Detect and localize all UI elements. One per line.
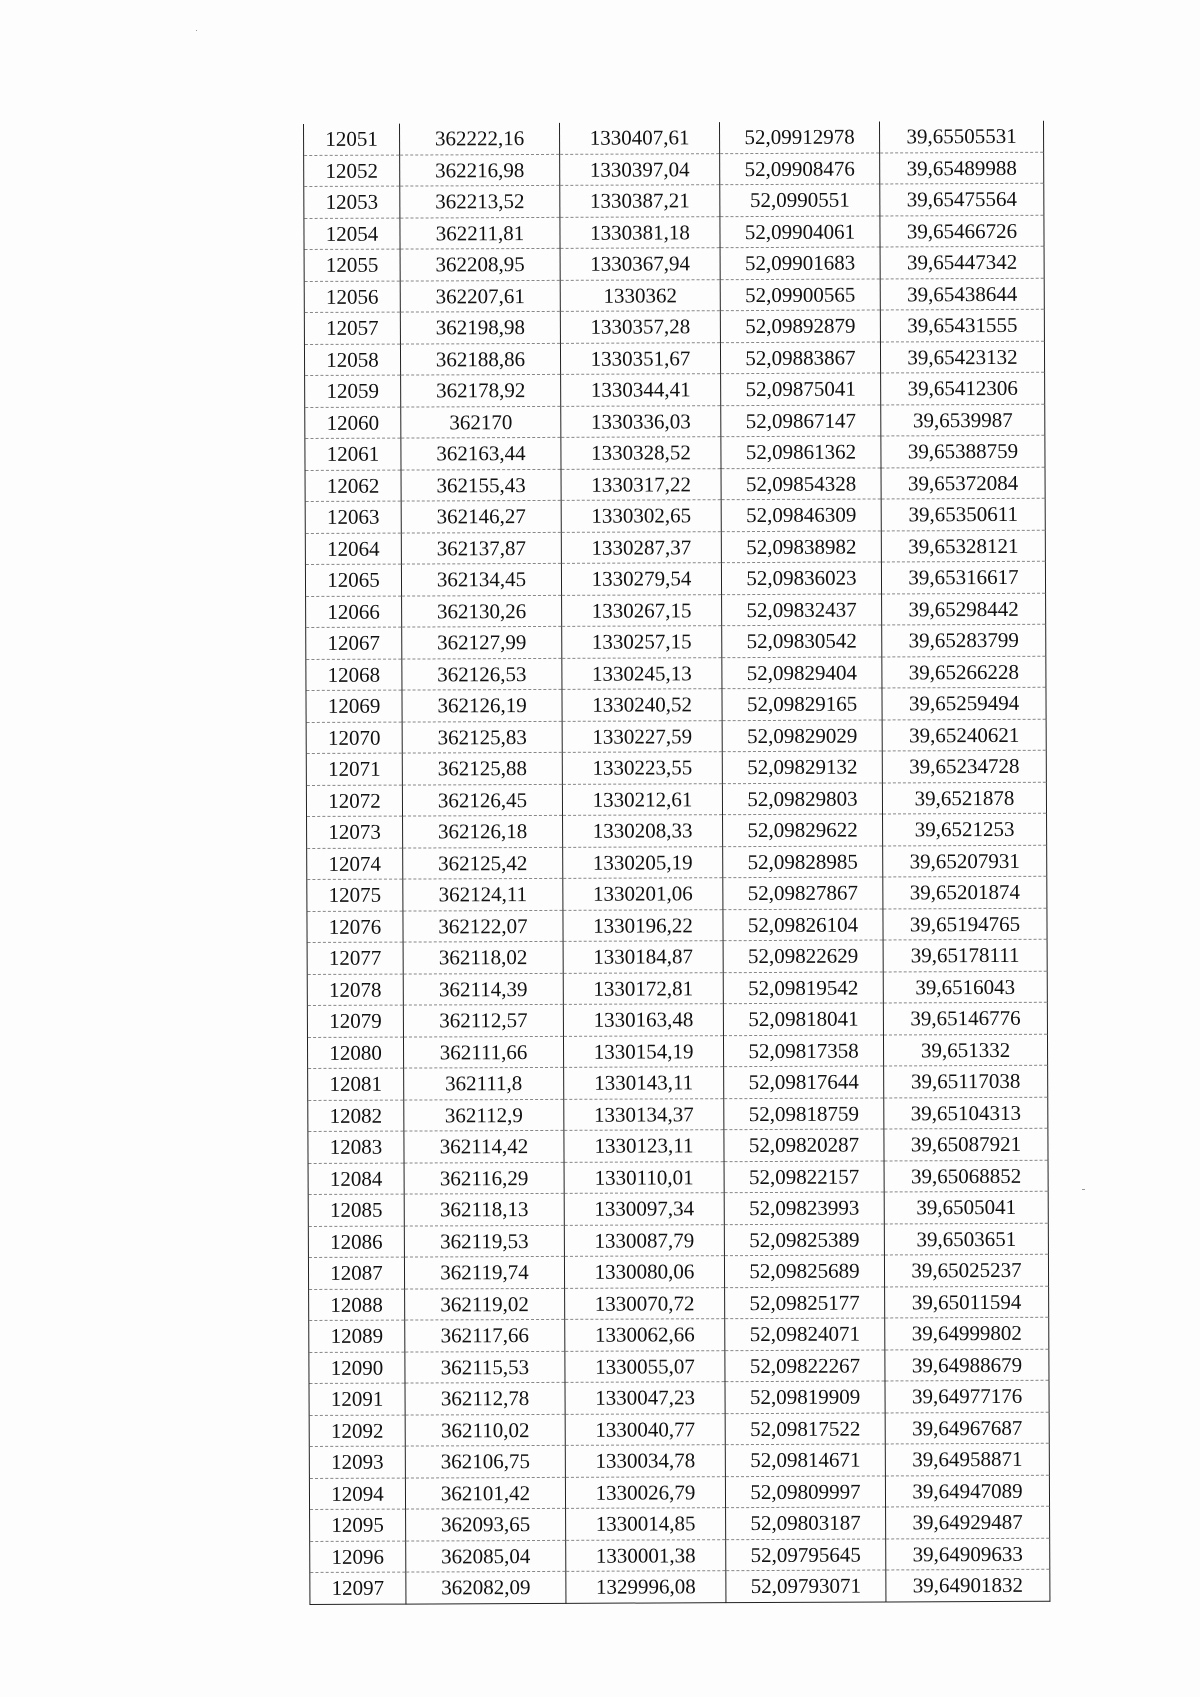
y-coordinate-cell: 1330143,11 (564, 1067, 724, 1099)
y-coordinate-cell: 1330212,61 (562, 783, 722, 815)
y-coordinate-cell: 1330223,55 (562, 752, 722, 784)
x-coordinate-cell: 362117,66 (405, 1319, 565, 1351)
point-number-cell: 12082 (308, 1100, 404, 1132)
longitude-cell: 39,65068852 (884, 1160, 1048, 1192)
table-row (308, 1065, 1048, 1100)
latitude-cell: 52,09793071 (726, 1570, 886, 1602)
latitude-cell: 52,09830542 (722, 625, 882, 657)
point-number-cell: 12059 (305, 375, 401, 407)
longitude-cell: 39,65240621 (882, 719, 1046, 751)
point-number-cell: 12062 (305, 470, 401, 502)
point-number-cell: 12055 (304, 249, 400, 281)
y-coordinate-cell: 1330357,28 (560, 311, 720, 343)
x-coordinate-cell: 362126,18 (403, 815, 563, 847)
table-row (306, 782, 1046, 817)
scan-speck (196, 30, 197, 31)
y-coordinate-cell: 1329996,08 (566, 1571, 726, 1603)
longitude-cell: 39,65104313 (884, 1097, 1048, 1129)
y-coordinate-cell: 1330070,72 (565, 1287, 725, 1319)
latitude-cell: 52,09829803 (722, 782, 882, 814)
table-row (304, 341, 1044, 376)
x-coordinate-cell: 362134,45 (401, 563, 561, 595)
longitude-cell: 39,65431555 (880, 309, 1044, 341)
point-number-cell: 12068 (306, 659, 402, 691)
x-coordinate-cell: 362146,27 (401, 500, 561, 532)
latitude-cell: 52,09823993 (724, 1192, 884, 1224)
table-row (309, 1475, 1049, 1510)
x-coordinate-cell: 362137,87 (401, 532, 561, 564)
latitude-cell: 52,09867147 (721, 404, 881, 436)
latitude-cell: 52,09829165 (722, 688, 882, 720)
x-coordinate-cell: 362208,95 (400, 248, 560, 280)
table-row (308, 1191, 1048, 1226)
table-row (309, 1286, 1049, 1321)
table-row (304, 278, 1044, 313)
longitude-cell: 39,65234728 (882, 750, 1046, 782)
longitude-cell: 39,65207931 (883, 845, 1047, 877)
point-number-cell: 12071 (306, 753, 402, 785)
table-row (307, 813, 1047, 848)
point-number-cell: 12061 (305, 438, 401, 470)
x-coordinate-cell: 362110,02 (405, 1414, 565, 1446)
x-coordinate-cell: 362118,13 (404, 1193, 564, 1225)
x-coordinate-cell: 362124,11 (403, 878, 563, 910)
longitude-cell: 39,65505531 (879, 121, 1043, 153)
table-row (309, 1317, 1049, 1352)
point-number-cell: 12096 (310, 1541, 406, 1573)
longitude-cell: 39,65146776 (883, 1002, 1047, 1034)
y-coordinate-cell: 1330080,06 (564, 1256, 724, 1288)
table-row (304, 309, 1044, 344)
longitude-cell: 39,65412306 (881, 372, 1045, 404)
point-number-cell: 12060 (305, 407, 401, 439)
point-number-cell: 12052 (304, 155, 400, 187)
point-number-cell: 12088 (309, 1289, 405, 1321)
scan-speck (1082, 1189, 1085, 1190)
y-coordinate-cell: 1330040,77 (565, 1413, 725, 1445)
x-coordinate-cell: 362127,99 (402, 626, 562, 658)
longitude-cell: 39,65438644 (880, 278, 1044, 310)
table-row (310, 1538, 1050, 1573)
latitude-cell: 52,09828985 (723, 845, 883, 877)
longitude-cell: 39,6516043 (883, 971, 1047, 1003)
point-number-cell: 12095 (310, 1509, 406, 1541)
longitude-cell: 39,6505041 (884, 1191, 1048, 1223)
longitude-cell: 39,65298442 (882, 593, 1046, 625)
longitude-cell: 39,65025237 (884, 1254, 1048, 1286)
y-coordinate-cell: 1330240,52 (562, 689, 722, 721)
table-row (305, 404, 1045, 439)
x-coordinate-cell: 362178,92 (401, 374, 561, 406)
x-coordinate-cell: 362111,66 (403, 1036, 563, 1068)
point-number-cell: 12078 (307, 974, 403, 1006)
longitude-cell: 39,6539987 (881, 404, 1045, 436)
x-coordinate-cell: 362207,61 (400, 280, 560, 312)
point-number-cell: 12097 (310, 1572, 406, 1604)
y-coordinate-cell: 1330055,07 (565, 1350, 725, 1382)
longitude-cell: 39,64901832 (886, 1569, 1050, 1601)
longitude-cell: 39,651332 (883, 1034, 1047, 1066)
latitude-cell: 52,09819542 (723, 971, 883, 1003)
x-coordinate-cell: 362114,42 (404, 1130, 564, 1162)
table-row (308, 1097, 1048, 1132)
x-coordinate-cell: 362188,86 (400, 343, 560, 375)
point-number-cell: 12053 (304, 186, 400, 218)
x-coordinate-cell: 362222,16 (399, 123, 559, 155)
x-coordinate-cell: 362119,02 (405, 1288, 565, 1320)
longitude-cell: 39,6503651 (884, 1223, 1048, 1255)
x-coordinate-cell: 362163,44 (401, 437, 561, 469)
table-row (306, 750, 1046, 785)
latitude-cell: 52,09829622 (723, 814, 883, 846)
x-coordinate-cell: 362114,39 (403, 973, 563, 1005)
x-coordinate-cell: 362155,43 (401, 469, 561, 501)
table-row (306, 719, 1046, 754)
latitude-cell: 52,09827867 (723, 877, 883, 909)
longitude-cell: 39,64988679 (885, 1349, 1049, 1381)
longitude-cell: 39,65117038 (884, 1065, 1048, 1097)
y-coordinate-cell: 1330397,04 (560, 153, 720, 185)
latitude-cell: 52,09795645 (726, 1538, 886, 1570)
table-row (306, 656, 1046, 691)
x-coordinate-cell: 362116,29 (404, 1162, 564, 1194)
y-coordinate-cell: 1330205,19 (563, 846, 723, 878)
y-coordinate-cell: 1330351,67 (560, 342, 720, 374)
longitude-cell: 39,65388759 (881, 435, 1045, 467)
latitude-cell: 52,09814671 (725, 1444, 885, 1476)
longitude-cell: 39,65178111 (883, 939, 1047, 971)
latitude-cell: 52,09826104 (723, 908, 883, 940)
latitude-cell: 52,09803187 (726, 1507, 886, 1539)
latitude-cell: 52,09822267 (725, 1349, 885, 1381)
coordinates-table (303, 121, 1050, 1605)
latitude-cell: 52,09825689 (724, 1255, 884, 1287)
longitude-cell: 39,64958871 (885, 1443, 1049, 1475)
table-row (306, 624, 1046, 659)
point-number-cell: 12089 (309, 1320, 405, 1352)
point-number-cell: 12080 (307, 1037, 403, 1069)
latitude-cell: 52,09875041 (721, 373, 881, 405)
table-row (308, 1128, 1048, 1163)
point-number-cell: 12085 (308, 1194, 404, 1226)
point-number-cell: 12066 (306, 596, 402, 628)
point-number-cell: 12069 (306, 690, 402, 722)
longitude-cell: 39,65283799 (882, 624, 1046, 656)
longitude-cell: 39,65372084 (881, 467, 1045, 499)
x-coordinate-cell: 362106,75 (405, 1445, 565, 1477)
table-row (307, 939, 1047, 974)
table-row (305, 372, 1045, 407)
table-row (304, 215, 1044, 250)
table-row (308, 1223, 1048, 1258)
point-number-cell: 12065 (305, 564, 401, 596)
point-number-cell: 12073 (307, 816, 403, 848)
x-coordinate-cell: 362213,52 (400, 185, 560, 217)
latitude-cell: 52,09818041 (723, 1003, 883, 1035)
y-coordinate-cell: 1330387,21 (560, 185, 720, 217)
latitude-cell: 52,09912978 (719, 121, 879, 153)
y-coordinate-cell: 1330328,52 (561, 437, 721, 469)
y-coordinate-cell: 1330014,85 (566, 1508, 726, 1540)
latitude-cell: 52,09817522 (725, 1412, 885, 1444)
latitude-cell: 52,09900565 (720, 278, 880, 310)
y-coordinate-cell: 1330034,78 (565, 1445, 725, 1477)
latitude-cell: 52,09829404 (722, 656, 882, 688)
x-coordinate-cell: 362125,83 (402, 721, 562, 753)
y-coordinate-cell: 1330245,13 (562, 657, 722, 689)
table-row (309, 1412, 1049, 1447)
x-coordinate-cell: 362126,53 (402, 658, 562, 690)
y-coordinate-cell: 1330287,37 (561, 531, 721, 563)
table-row (309, 1349, 1049, 1384)
x-coordinate-cell: 362111,8 (404, 1067, 564, 1099)
y-coordinate-cell: 1330184,87 (563, 941, 723, 973)
latitude-cell: 52,09901683 (720, 247, 880, 279)
table-row (309, 1443, 1049, 1478)
point-number-cell: 12076 (307, 911, 403, 943)
table-row (304, 183, 1044, 218)
longitude-cell: 39,65475564 (880, 183, 1044, 215)
longitude-cell: 39,6521253 (883, 813, 1047, 845)
y-coordinate-cell: 1330344,41 (561, 374, 721, 406)
y-coordinate-cell: 1330154,19 (563, 1035, 723, 1067)
x-coordinate-cell: 362112,9 (404, 1099, 564, 1131)
point-number-cell: 12056 (304, 281, 400, 313)
x-coordinate-cell: 362119,74 (404, 1256, 564, 1288)
table-row (310, 1569, 1050, 1604)
y-coordinate-cell: 1330047,23 (565, 1382, 725, 1414)
table-row (306, 593, 1046, 628)
y-coordinate-cell: 1330279,54 (561, 563, 721, 595)
longitude-cell: 39,6521878 (882, 782, 1046, 814)
latitude-cell: 52,09817358 (723, 1034, 883, 1066)
latitude-cell: 52,09883867 (720, 341, 880, 373)
longitude-cell: 39,65328121 (881, 530, 1045, 562)
longitude-cell: 39,65489988 (880, 152, 1044, 184)
latitude-cell: 52,09825389 (724, 1223, 884, 1255)
table-row (305, 530, 1045, 565)
latitude-cell: 52,09824071 (725, 1318, 885, 1350)
latitude-cell: 52,09817644 (724, 1066, 884, 1098)
latitude-cell: 52,09846309 (721, 499, 881, 531)
y-coordinate-cell: 1330087,79 (564, 1224, 724, 1256)
y-coordinate-cell: 1330134,37 (564, 1098, 724, 1130)
x-coordinate-cell: 362093,65 (406, 1508, 566, 1540)
point-number-cell: 12090 (309, 1352, 405, 1384)
point-number-cell: 12070 (306, 722, 402, 754)
y-coordinate-cell: 1330302,65 (561, 500, 721, 532)
latitude-cell: 52,09838982 (721, 530, 881, 562)
longitude-cell: 39,65194765 (883, 908, 1047, 940)
point-number-cell: 12064 (305, 533, 401, 565)
x-coordinate-cell: 362216,98 (400, 154, 560, 186)
y-coordinate-cell: 1330227,59 (562, 720, 722, 752)
latitude-cell: 52,0990551 (720, 184, 880, 216)
point-number-cell: 12077 (307, 942, 403, 974)
longitude-cell: 39,64967687 (885, 1412, 1049, 1444)
latitude-cell: 52,09829029 (722, 719, 882, 751)
y-coordinate-cell: 1330201,06 (563, 878, 723, 910)
point-number-cell: 12054 (304, 218, 400, 250)
coordinates-table-body (304, 121, 1050, 1604)
y-coordinate-cell: 1330172,81 (563, 972, 723, 1004)
point-number-cell: 12072 (306, 785, 402, 817)
table-row (305, 498, 1045, 533)
table-row (305, 435, 1045, 470)
point-number-cell: 12051 (304, 124, 400, 155)
longitude-cell: 39,65011594 (885, 1286, 1049, 1318)
x-coordinate-cell: 362125,42 (403, 847, 563, 879)
latitude-cell: 52,09829132 (722, 751, 882, 783)
latitude-cell: 52,09892879 (720, 310, 880, 342)
latitude-cell: 52,09832437 (722, 593, 882, 625)
y-coordinate-cell: 1330367,94 (560, 248, 720, 280)
y-coordinate-cell: 1330110,01 (564, 1161, 724, 1193)
point-number-cell: 12079 (307, 1005, 403, 1037)
latitude-cell: 52,09820287 (724, 1129, 884, 1161)
longitude-cell: 39,65423132 (880, 341, 1044, 373)
x-coordinate-cell: 362126,45 (402, 784, 562, 816)
longitude-cell: 39,65087921 (884, 1128, 1048, 1160)
table-row (307, 908, 1047, 943)
x-coordinate-cell: 362082,09 (406, 1571, 566, 1603)
table-row (304, 121, 1044, 155)
point-number-cell: 12086 (308, 1226, 404, 1258)
table-row (304, 152, 1044, 187)
y-coordinate-cell: 1330407,61 (559, 122, 719, 154)
table-row (307, 845, 1047, 880)
latitude-cell: 52,09854328 (721, 467, 881, 499)
table-row (304, 246, 1044, 281)
longitude-cell: 39,64929487 (886, 1506, 1050, 1538)
table-row (308, 1254, 1048, 1289)
latitude-cell: 52,09836023 (721, 562, 881, 594)
latitude-cell: 52,09822157 (724, 1160, 884, 1192)
x-coordinate-cell: 362112,57 (403, 1004, 563, 1036)
point-number-cell: 12074 (307, 848, 403, 880)
latitude-cell: 52,09822629 (723, 940, 883, 972)
x-coordinate-cell: 362126,19 (402, 689, 562, 721)
table-row (307, 1002, 1047, 1037)
table-row (307, 1034, 1047, 1069)
table-row (307, 876, 1047, 911)
point-number-cell: 12087 (308, 1257, 404, 1289)
point-number-cell: 12081 (308, 1068, 404, 1100)
y-coordinate-cell: 1330362 (560, 279, 720, 311)
longitude-cell: 39,65447342 (880, 246, 1044, 278)
table-row (310, 1506, 1050, 1541)
table-row (305, 561, 1045, 596)
point-number-cell: 12057 (304, 312, 400, 344)
latitude-cell: 52,09819909 (725, 1381, 885, 1413)
point-number-cell: 12094 (309, 1478, 405, 1510)
point-number-cell: 12075 (307, 879, 403, 911)
longitude-cell: 39,65466726 (880, 215, 1044, 247)
x-coordinate-cell: 362112,78 (405, 1382, 565, 1414)
x-coordinate-cell: 362115,53 (405, 1351, 565, 1383)
latitude-cell: 52,09818759 (724, 1097, 884, 1129)
y-coordinate-cell: 1330267,15 (562, 594, 722, 626)
table-row (307, 971, 1047, 1006)
longitude-cell: 39,65316617 (881, 561, 1045, 593)
longitude-cell: 39,64999802 (885, 1317, 1049, 1349)
y-coordinate-cell: 1330001,38 (566, 1539, 726, 1571)
longitude-cell: 39,64909633 (886, 1538, 1050, 1570)
latitude-cell: 52,09809997 (725, 1475, 885, 1507)
longitude-cell: 39,65266228 (882, 656, 1046, 688)
y-coordinate-cell: 1330163,48 (563, 1004, 723, 1036)
y-coordinate-cell: 1330196,22 (563, 909, 723, 941)
table-row (305, 467, 1045, 502)
x-coordinate-cell: 362170 (401, 406, 561, 438)
y-coordinate-cell: 1330123,11 (564, 1130, 724, 1162)
x-coordinate-cell: 362130,26 (402, 595, 562, 627)
x-coordinate-cell: 362101,42 (405, 1477, 565, 1509)
x-coordinate-cell: 362119,53 (404, 1225, 564, 1257)
point-number-cell: 12067 (306, 627, 402, 659)
x-coordinate-cell: 362125,88 (402, 752, 562, 784)
y-coordinate-cell: 1330336,03 (561, 405, 721, 437)
point-number-cell: 12058 (304, 344, 400, 376)
point-number-cell: 12084 (308, 1163, 404, 1195)
y-coordinate-cell: 1330381,18 (560, 216, 720, 248)
point-number-cell: 12093 (309, 1446, 405, 1478)
table-row (308, 1160, 1048, 1195)
longitude-cell: 39,65350611 (881, 498, 1045, 530)
latitude-cell: 52,09904061 (720, 215, 880, 247)
x-coordinate-cell: 362085,04 (406, 1540, 566, 1572)
y-coordinate-cell: 1330208,33 (563, 815, 723, 847)
longitude-cell: 39,65201874 (883, 876, 1047, 908)
y-coordinate-cell: 1330026,79 (565, 1476, 725, 1508)
table-row (306, 687, 1046, 722)
longitude-cell: 39,64947089 (885, 1475, 1049, 1507)
table-row (309, 1380, 1049, 1415)
point-number-cell: 12083 (308, 1131, 404, 1163)
latitude-cell: 52,09908476 (720, 152, 880, 184)
x-coordinate-cell: 362211,81 (400, 217, 560, 249)
point-number-cell: 12092 (309, 1415, 405, 1447)
longitude-cell: 39,65259494 (882, 687, 1046, 719)
x-coordinate-cell: 362198,98 (400, 311, 560, 343)
y-coordinate-cell: 1330257,15 (562, 626, 722, 658)
latitude-cell: 52,09825177 (725, 1286, 885, 1318)
point-number-cell: 12063 (305, 501, 401, 533)
longitude-cell: 39,64977176 (885, 1380, 1049, 1412)
x-coordinate-cell: 362118,02 (403, 941, 563, 973)
x-coordinate-cell: 362122,07 (403, 910, 563, 942)
y-coordinate-cell: 1330317,22 (561, 468, 721, 500)
y-coordinate-cell: 1330097,34 (564, 1193, 724, 1225)
y-coordinate-cell: 1330062,66 (565, 1319, 725, 1351)
point-number-cell: 12091 (309, 1383, 405, 1415)
latitude-cell: 52,09861362 (721, 436, 881, 468)
